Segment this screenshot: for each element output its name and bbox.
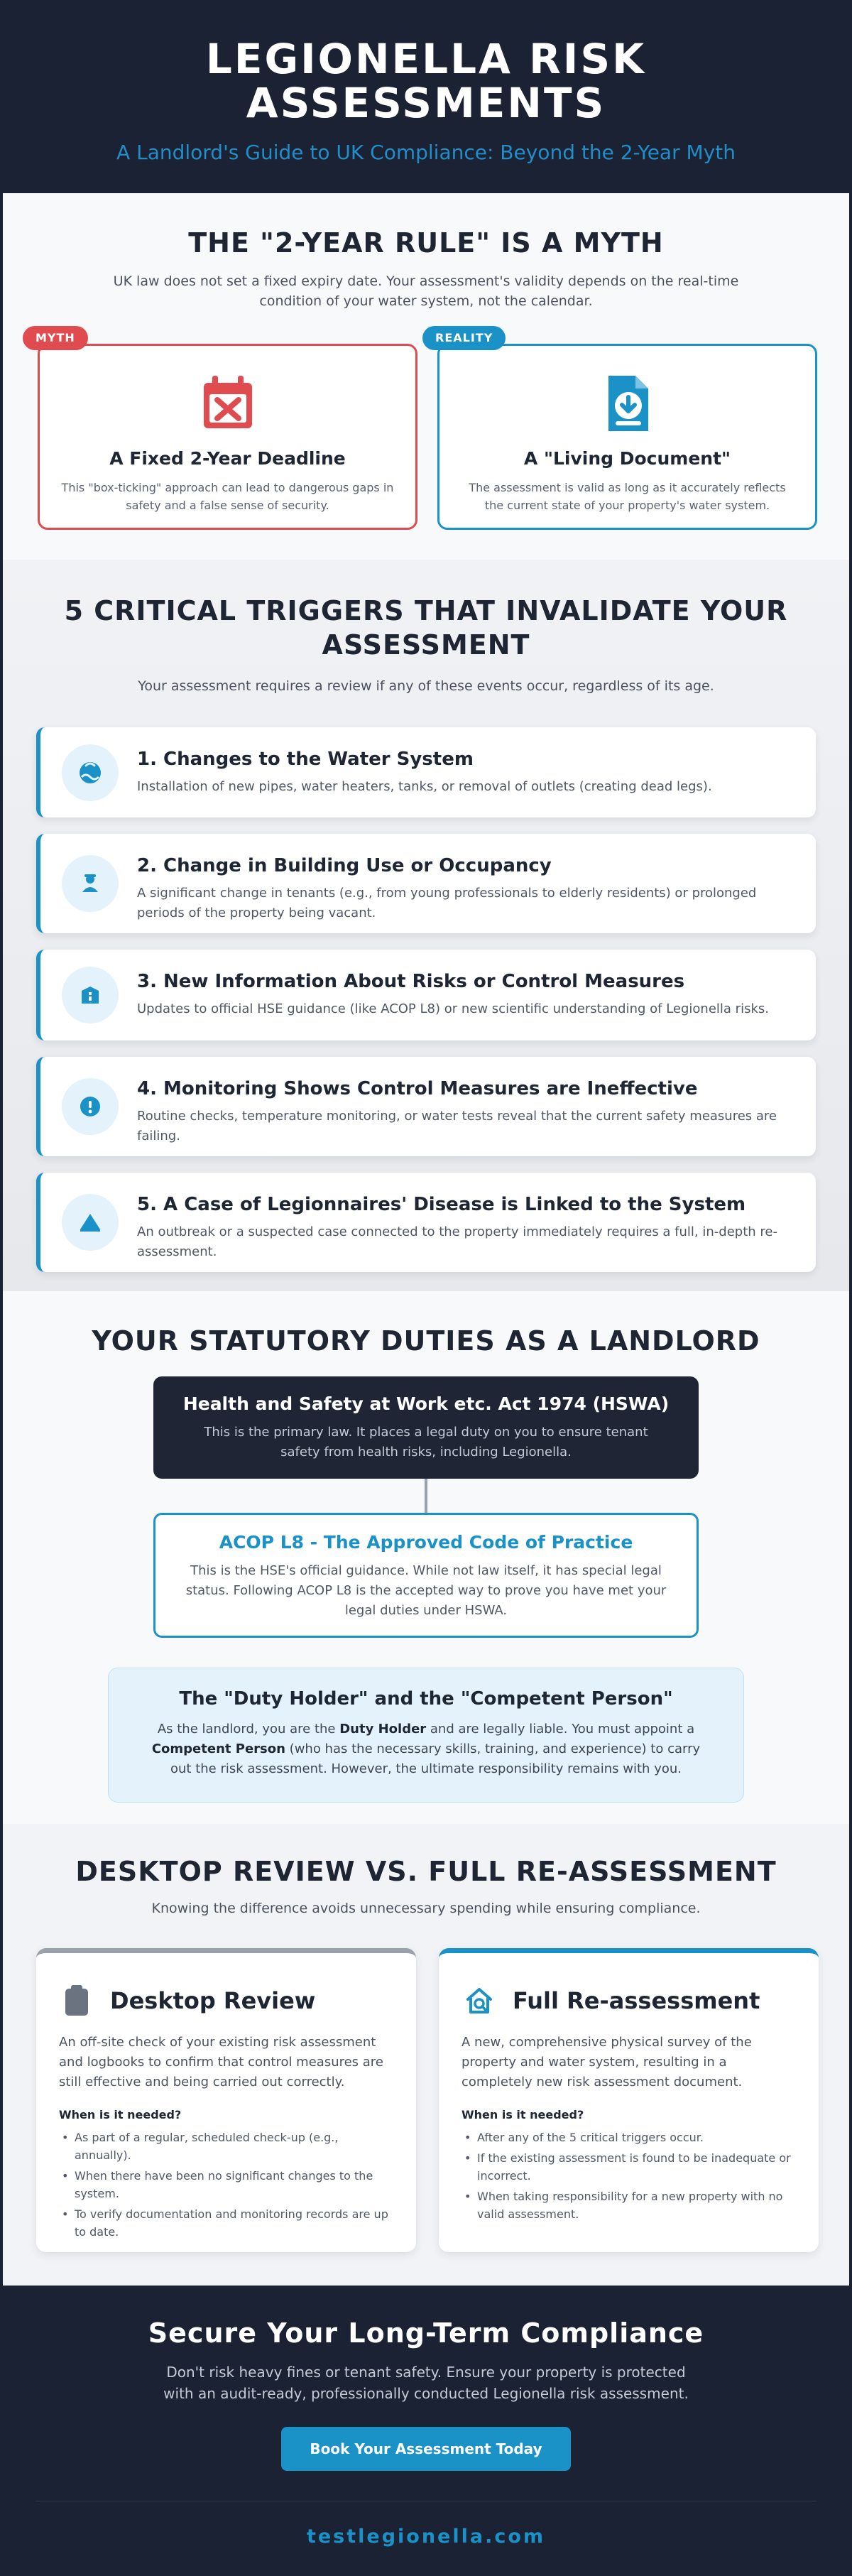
calendar-x-icon — [40, 373, 415, 434]
desktop-review-header — [59, 1982, 392, 2020]
trigger-item — [36, 1173, 816, 1272]
list-item: • When taking responsibility for a new property with no valid assessment. — [462, 2188, 794, 2223]
list-item: • After any of the 5 critical triggers occur. — [462, 2129, 794, 2146]
alert-circle-icon — [62, 1078, 119, 1135]
page-subtitle: A Landlord's Guide to UK Compliance: Beyond the 2-Year Myth — [116, 141, 736, 164]
myth-section — [0, 193, 852, 560]
acop-heading: ACOP L8 - The Approved Code of Practice — [219, 1532, 633, 1553]
list-item: • When there have been no significant changes to the system. — [59, 2167, 392, 2202]
myth-text: This "box-ticking" approach can lead to dangerous gaps in safety and a false sense of security. — [61, 481, 394, 512]
trigger-title: 2. Change in Building Use or Occupancy — [137, 855, 552, 876]
trigger-title: 1. Changes to the Water System — [137, 749, 474, 770]
triggers-section-intro: Your assessment requires a review if any of these events occur, regardless of its age. — [138, 678, 714, 694]
reality-card — [435, 331, 817, 530]
user-group-icon — [62, 855, 119, 912]
trigger-text: Updates to official HSE guidance (like ACOP L8) or new scientific understanding of Legionella risks. — [137, 1001, 769, 1016]
trigger-title: 5. A Case of Legionnaires' Disease is Linked to the System — [137, 1194, 746, 1215]
duties-section — [0, 1291, 852, 1824]
footer-title: Secure Your Long-Term Compliance — [148, 2317, 704, 2349]
triggers-section-title: 5 CRITICAL TRIGGERS THAT INVALIDATE YOUR ASSESSMENT — [64, 595, 788, 661]
trigger-title: 3. New Information About Risks or Control Measures — [137, 971, 685, 992]
document-download-icon — [439, 373, 815, 434]
book-assessment-button[interactable]: Book Your Assessment Today — [281, 2427, 571, 2471]
review-section-intro: Knowing the difference avoids unnecessary spending while ensuring compliance. — [151, 1901, 701, 1916]
hswa-box — [153, 1376, 699, 1479]
trigger-item — [36, 950, 816, 1040]
full-reassessment-card — [439, 1948, 819, 2252]
info-book-icon — [62, 967, 119, 1023]
acop-text: This is the HSE's official guidance. While not law itself, it has special legal status. Following ACOP L8 is the accepted way to prove you have met your legal duties under HSWA. — [185, 1563, 667, 1618]
full-reassessment-header — [462, 1982, 794, 2020]
page-title: LEGIONELLA RISK ASSESSMENTS — [205, 35, 647, 127]
full-reassessment-list — [462, 2129, 794, 2223]
duty-holder-text: As the landlord, you are the Duty Holder and are legally liable. You must appoint a Competent Person (who has the necessary skills, training, and experience) to carry out the risk assessment. However, the ultimate responsibility remains with you. — [151, 1722, 701, 1776]
trigger-item — [36, 727, 816, 817]
desktop-review-desc: An off-site check of your existing risk assessment and logbooks to confirm that control measures are still effective and being carried out correctly. — [59, 2035, 383, 2089]
duty-holder-box — [108, 1668, 744, 1803]
full-reassessment-when: When is it needed? — [462, 2108, 584, 2121]
reality-heading: A "Living Document" — [523, 448, 731, 469]
reality-tag: REALITY — [422, 326, 506, 350]
footer-text: Don't risk heavy fines or tenant safety. Ensure your property is protected with an audit-ready, professionally conducted Legionella risk assessment. — [163, 2364, 689, 2402]
myth-section-title: THE "2-YEAR RULE" IS A MYTH — [188, 227, 664, 259]
desktop-review-card — [36, 1948, 416, 2252]
desktop-review-list — [59, 2129, 392, 2241]
water-drop-icon — [62, 744, 119, 801]
acop-box — [153, 1513, 699, 1638]
trigger-text: A significant change in tenants (e.g., from young professionals to elderly residents) or prolonged periods of the property being vacant. — [137, 886, 757, 920]
myth-card — [36, 331, 417, 530]
full-reassessment-desc: A new, comprehensive physical survey of the property and water system, resulting in a completely new risk assessment document. — [462, 2035, 752, 2089]
myth-reality-comparison — [36, 331, 817, 530]
desktop-review-when: When is it needed? — [59, 2108, 182, 2121]
desktop-review-heading: Desktop Review — [110, 1987, 316, 2014]
trigger-text: Routine checks, temperature monitoring, or water tests reveal that the current safety measures are failing. — [137, 1109, 777, 1143]
review-section — [0, 1824, 852, 2286]
full-reassessment-heading: Full Re-assessment — [513, 1987, 760, 2014]
trigger-text: Installation of new pipes, water heaters, tanks, or removal of outlets (creating dead legs). — [137, 779, 712, 794]
list-item: • To verify documentation and monitoring records are up to date. — [59, 2205, 392, 2241]
connector-line — [425, 1479, 427, 1513]
footer-domain-link[interactable]: testlegionella.com — [306, 2526, 546, 2548]
trigger-title: 4. Monitoring Shows Control Measures are Ineffective — [137, 1078, 698, 1099]
duty-holder-heading: The "Duty Holder" and the "Competent Person" — [179, 1688, 673, 1710]
hero-header — [0, 0, 852, 193]
myth-tag: MYTH — [23, 326, 88, 350]
review-section-title: DESKTOP REVIEW VS. FULL RE-ASSESSMENT — [75, 1856, 777, 1887]
triggers-section — [0, 560, 852, 1291]
house-search-icon — [462, 1983, 497, 2018]
trigger-list — [36, 727, 816, 1272]
list-item: • As part of a regular, scheduled check-up (e.g., annually). — [59, 2129, 392, 2164]
myth-heading: A Fixed 2-Year Deadline — [109, 448, 346, 469]
reality-text: The assessment is valid as long as it accurately reflects the current state of your property's water system. — [469, 481, 786, 512]
duties-section-title: YOUR STATUTORY DUTIES AS A LANDLORD — [92, 1325, 760, 1357]
hswa-text: This is the primary law. It places a legal duty on you to ensure tenant safety from health risks, including Legionella. — [204, 1425, 648, 1460]
trigger-text: An outbreak or a suspected case connected to the property immediately requires a full, in-depth re-assessment. — [137, 1224, 777, 1259]
trigger-item — [36, 834, 816, 933]
hswa-heading: Health and Safety at Work etc. Act 1974 (HSWA) — [182, 1393, 670, 1414]
warning-triangle-icon — [62, 1194, 119, 1251]
footer — [0, 2286, 852, 2576]
trigger-item — [36, 1057, 816, 1156]
clipboard-icon — [59, 1983, 94, 2018]
myth-section-intro: UK law does not set a fixed expiry date. Your assessment's validity depends on the real-time condition of your water system, not the calendar. — [113, 273, 739, 309]
list-item: • If the existing assessment is found to be inadequate or incorrect. — [462, 2149, 794, 2185]
